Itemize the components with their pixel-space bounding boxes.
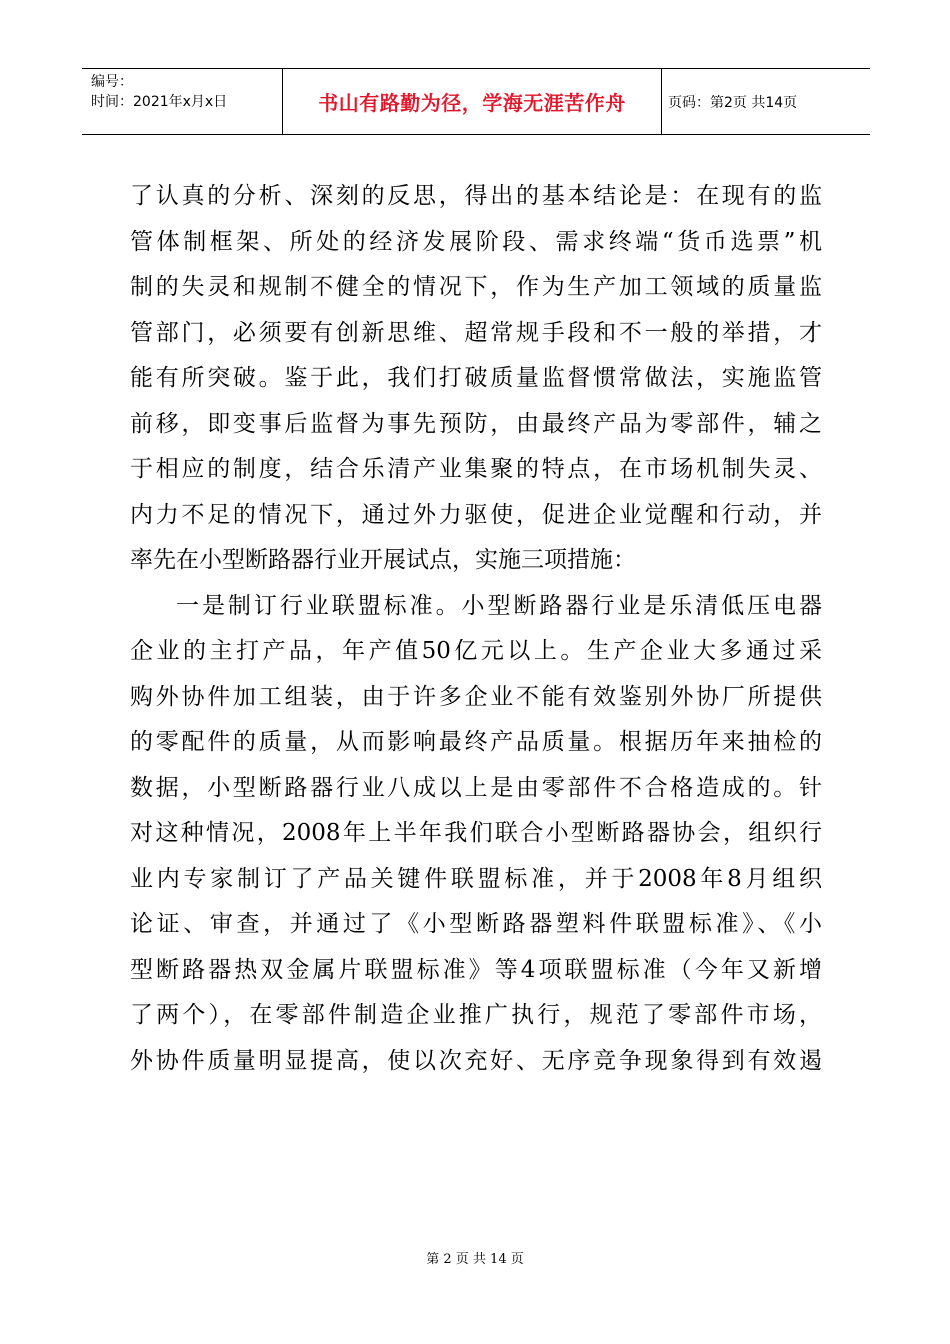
body-line: 外协件质量明显提高，使以次充好、无序竞争现象得到有效遏 [130,1047,822,1074]
body-line: 能有所突破。鉴于此，我们打破质量监督惯常做法，实施监管 [130,365,822,391]
body-line: 制的失灵和规制不健全的情况下，作为生产加工领域的质量监 [130,274,822,300]
document-time-label: 时间：2021年x月x日 [91,94,228,110]
body-line: 了认真的分析、深刻的反思，得出的基本结论是：在现有的监 [130,183,822,209]
body-line: 于相应的制度，结合乐清产业集聚的特点，在市场机制失灵、 [130,456,822,482]
body-line: 数据，小型断路器行业八成以上是由零部件不合格造成的。针 [130,774,822,801]
body-line: 对这种情况，2008年上半年我们联合小型断路器协会，组织行 [130,820,822,846]
page-footer: 第 2 页 共 14 页 [426,1252,524,1267]
body-line: 内力不足的情况下，通过外力驱使，促进企业觉醒和行动，并 [130,501,822,528]
body-line: 论证、审查，并通过了《小型断路器塑料件联盟标准》、《小 [130,911,822,937]
body-line: 了两个），在零部件制造企业推广执行，规范了零部件市场， [130,1002,822,1028]
body-line: 管体制框架、所处的经济发展阶段、需求终端“货币选票”机 [130,228,822,255]
document-body [130,174,822,1084]
body-line: 业内专家制订了产品关键件联盟标准，并于2008年8月组织 [130,865,822,892]
body-line: 购外协件加工组装，由于许多企业不能有效鉴别外协厂所提供 [130,683,822,710]
body-line: 率先在小型断路器行业开展试点，实施三项措施： [130,547,636,573]
body-line: 的零配件的质量，从而影响最终产品质量。根据历年来抽检的 [130,729,822,755]
body-line: 型断路器热双金属片联盟标准》等4项联盟标准（今年又新增 [130,956,822,983]
header-meta [82,69,282,134]
body-line: 前移，即变事后监督为事先预防，由最终产品为零部件，辅之 [130,410,822,437]
header-slogan: 书山有路勤为径，学海无涯苦作舟 [282,69,662,134]
body-line: 一是制订行业联盟标准。小型断路器行业是乐清低压电器 [176,592,822,619]
document-number-label: 编号： [91,74,133,90]
header-page-label: 页码：第2页 共14页 [668,94,798,111]
body-line: 管部门，必须要有创新思维、超常规手段和不一般的举措，才 [130,319,822,346]
document-header [82,68,870,135]
body-line: 企业的主打产品，年产值50亿元以上。生产企业大多通过采 [130,638,822,664]
